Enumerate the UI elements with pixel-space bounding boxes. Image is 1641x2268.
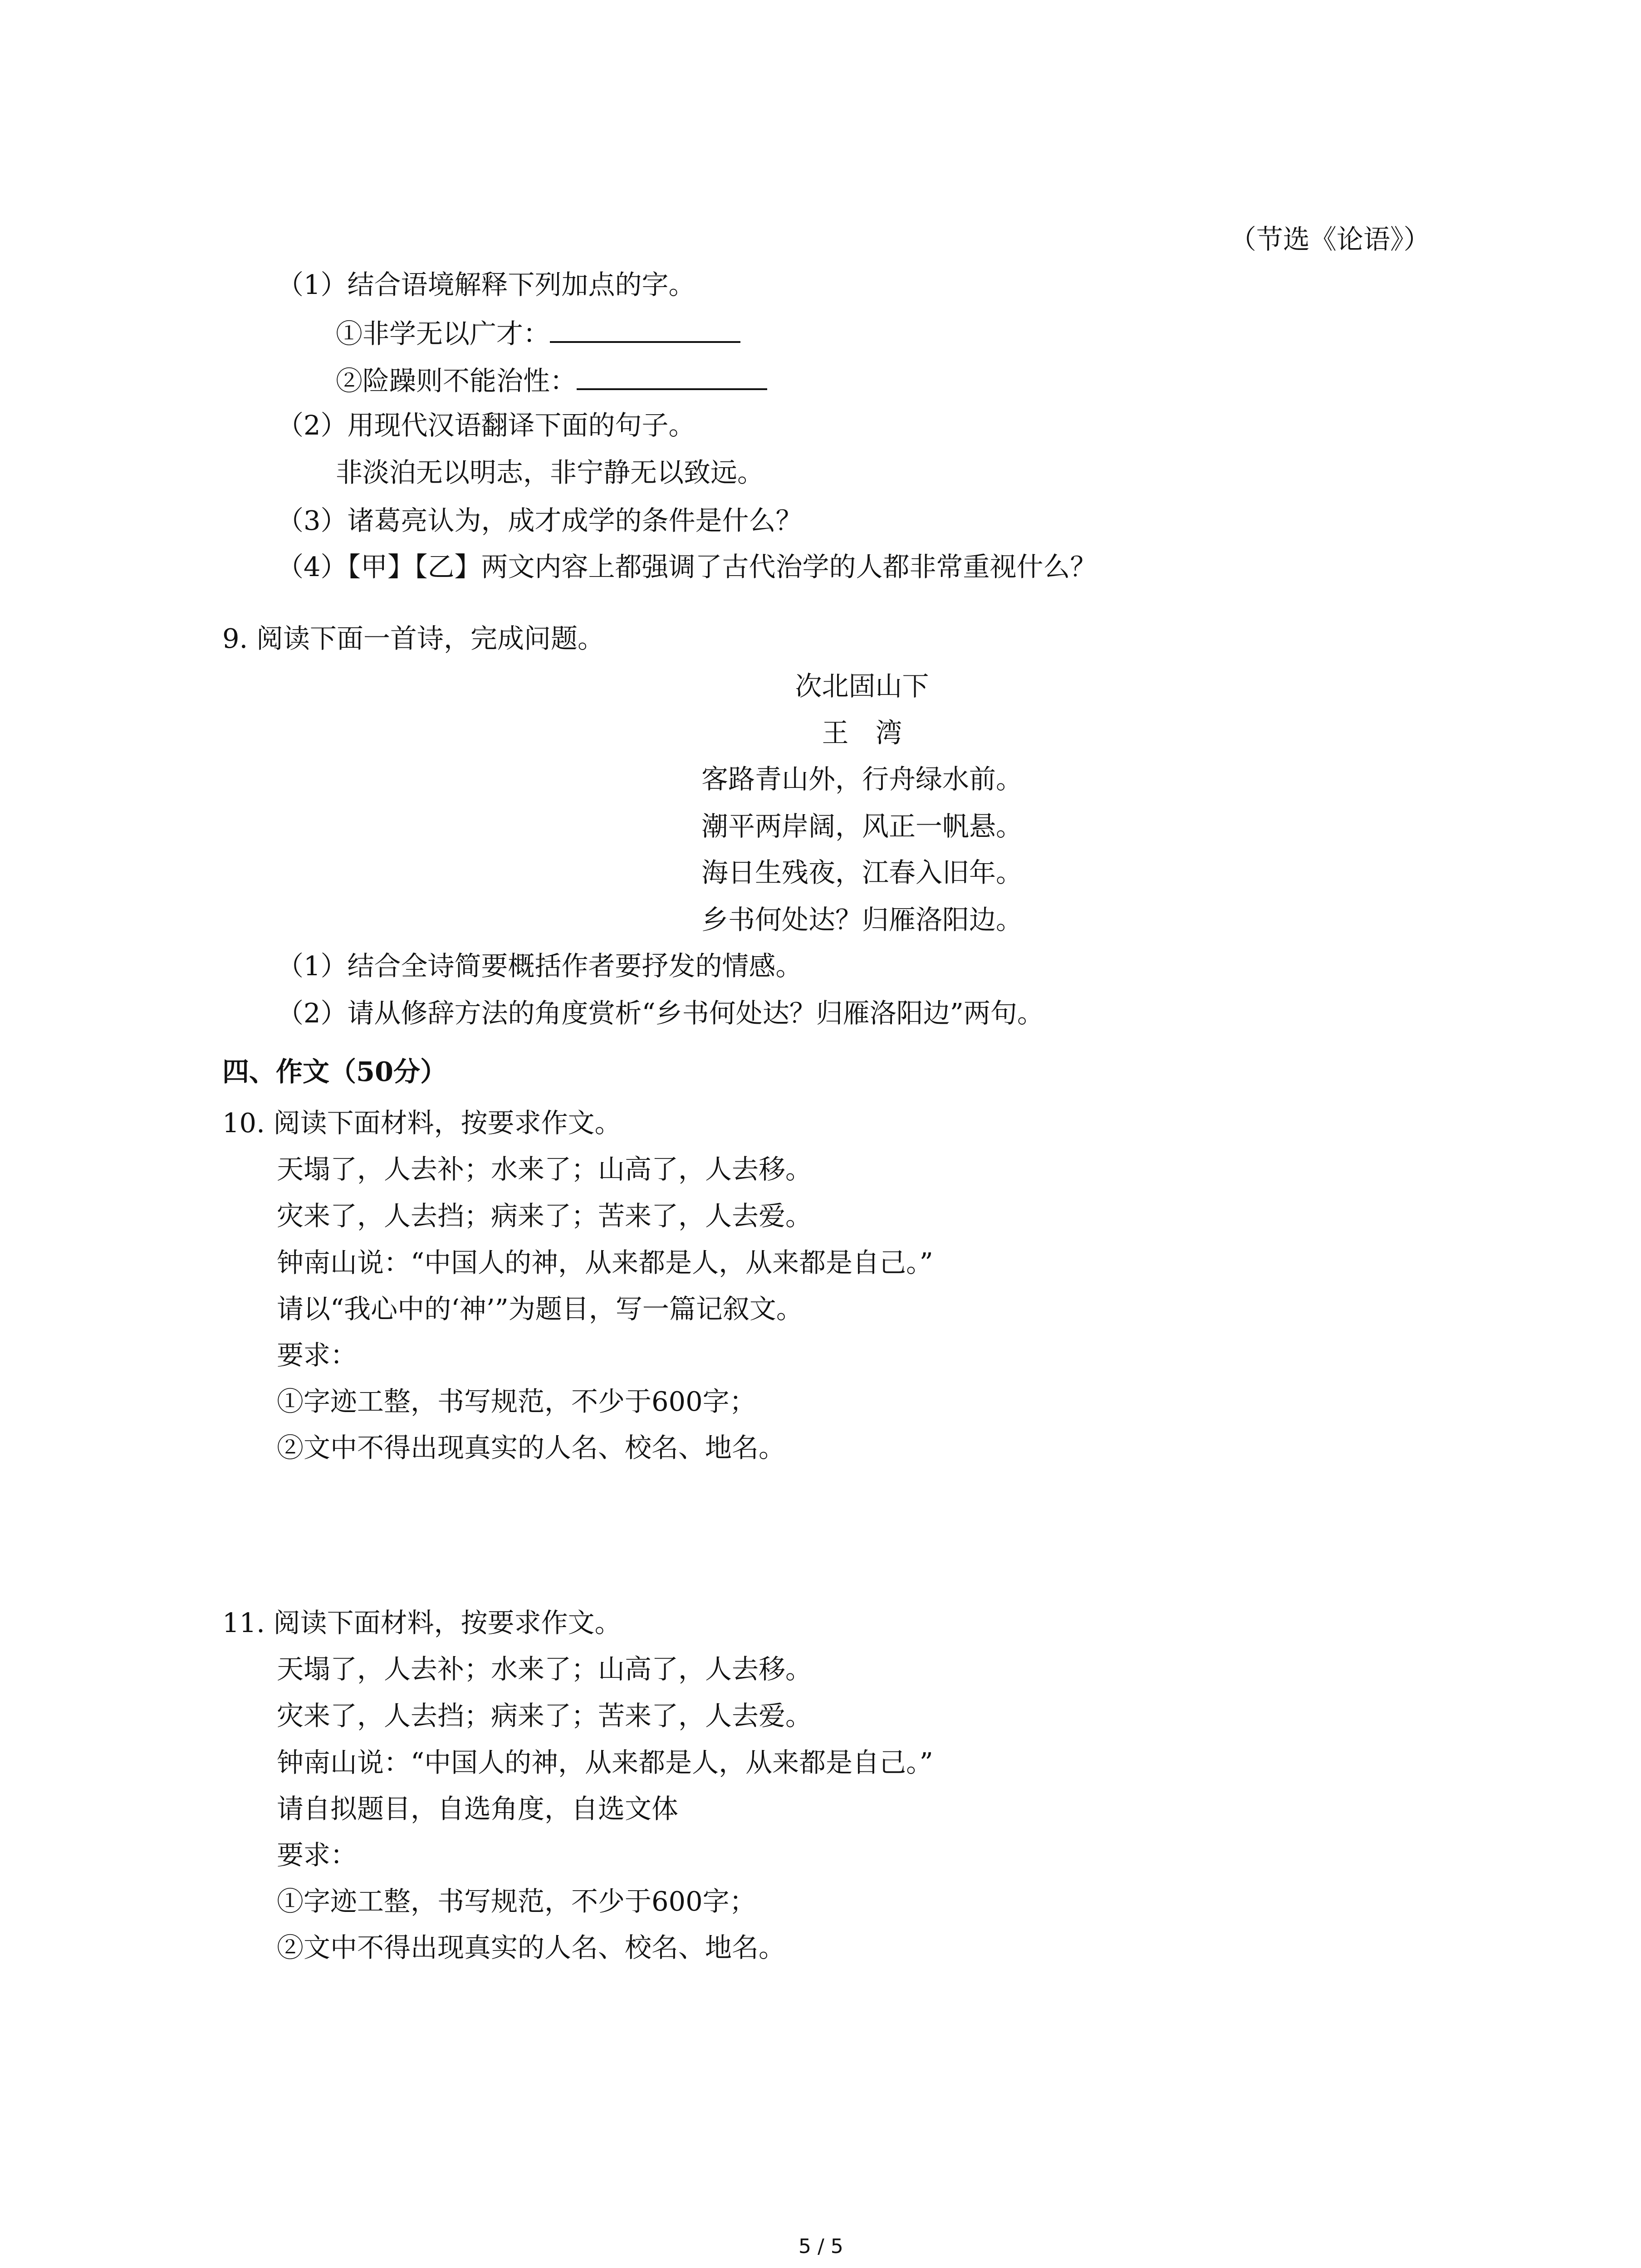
q10-material-2: 灾来了，人去挡；病来了；苦来了，人去爱。 xyxy=(277,1200,813,1232)
page-number: 5 / 5 xyxy=(798,2235,843,2258)
item-2-text: ②险躁则不能治性： xyxy=(336,365,577,396)
q10-requirements-label: 要求： xyxy=(277,1339,358,1371)
question-8-1: （1）结合语境解释下列加点的字。 xyxy=(277,269,696,300)
poem-title: 次北固山下 xyxy=(795,670,929,702)
q11-material-3: 钟南山说：“中国人的神，从来都是人，从来都是自己。” xyxy=(277,1747,933,1778)
question-8-3: （3）诸葛亮认为，成才成学的条件是什么？ xyxy=(277,505,803,536)
question-8-4: （4）【甲】【乙】两文内容上都强调了古代治学的人都非常重视什么？ xyxy=(277,551,1097,582)
question-9-stem: 9. 阅读下面一首诗，完成问题。 xyxy=(222,623,605,654)
poem-line-4: 乡书何处达？归雁洛阳边。 xyxy=(701,904,1023,935)
question-8-2: （2）用现代汉语翻译下面的句子。 xyxy=(277,410,696,441)
answer-blank-1[interactable] xyxy=(550,315,740,343)
q10-task: 请以“我心中的‘神’”为题目，写一篇记叙文。 xyxy=(277,1293,803,1325)
question-8-2-sentence: 非淡泊无以明志，非宁静无以致远。 xyxy=(336,457,764,488)
q11-task: 请自拟题目，自选角度，自选文体 xyxy=(277,1793,679,1824)
q10-material-1: 天塌了，人去补；水来了；山高了，人去移。 xyxy=(277,1154,813,1185)
q10-requirement-1: ①字迹工整，书写规范，不少于600字； xyxy=(277,1386,756,1417)
answer-blank-2[interactable] xyxy=(577,362,767,390)
q11-requirement-2: ②文中不得出现真实的人名、校名、地名。 xyxy=(277,1932,786,1963)
question-10-stem: 10. 阅读下面材料，按要求作文。 xyxy=(222,1107,622,1139)
q10-requirement-2: ②文中不得出现真实的人名、校名、地名。 xyxy=(277,1432,786,1463)
q11-requirement-1: ①字迹工整，书写规范，不少于600字； xyxy=(277,1886,756,1917)
poem-line-2: 潮平两岸阔，风正一帆悬。 xyxy=(701,811,1023,842)
poem-line-3: 海日生残夜，江春入旧年。 xyxy=(701,857,1023,888)
question-9-1: （1）结合全诗简要概括作者要抒发的情感。 xyxy=(277,950,803,982)
question-11-stem: 11. 阅读下面材料，按要求作文。 xyxy=(222,1607,622,1638)
source-note: （节选《论语》） xyxy=(1230,224,1430,255)
poem-author: 王 湾 xyxy=(822,717,902,748)
question-9-2: （2）请从修辞方法的角度赏析“乡书何处达？归雁洛阳边”两句。 xyxy=(277,997,1044,1029)
q10-material-3: 钟南山说：“中国人的神，从来都是人，从来都是自己。” xyxy=(277,1247,933,1278)
question-8-1-item-1 xyxy=(336,315,740,351)
q11-requirements-label: 要求： xyxy=(277,1839,358,1871)
question-8-1-item-2 xyxy=(336,362,767,398)
q11-material-1: 天塌了，人去补；水来了；山高了，人去移。 xyxy=(277,1653,813,1685)
section-heading-composition: 四、作文（50分） xyxy=(222,1056,447,1087)
q11-material-2: 灾来了，人去挡；病来了；苦来了，人去爱。 xyxy=(277,1700,813,1731)
item-1-text: ①非学无以广才： xyxy=(336,318,550,349)
poem-line-1: 客路青山外，行舟绿水前。 xyxy=(701,763,1023,795)
